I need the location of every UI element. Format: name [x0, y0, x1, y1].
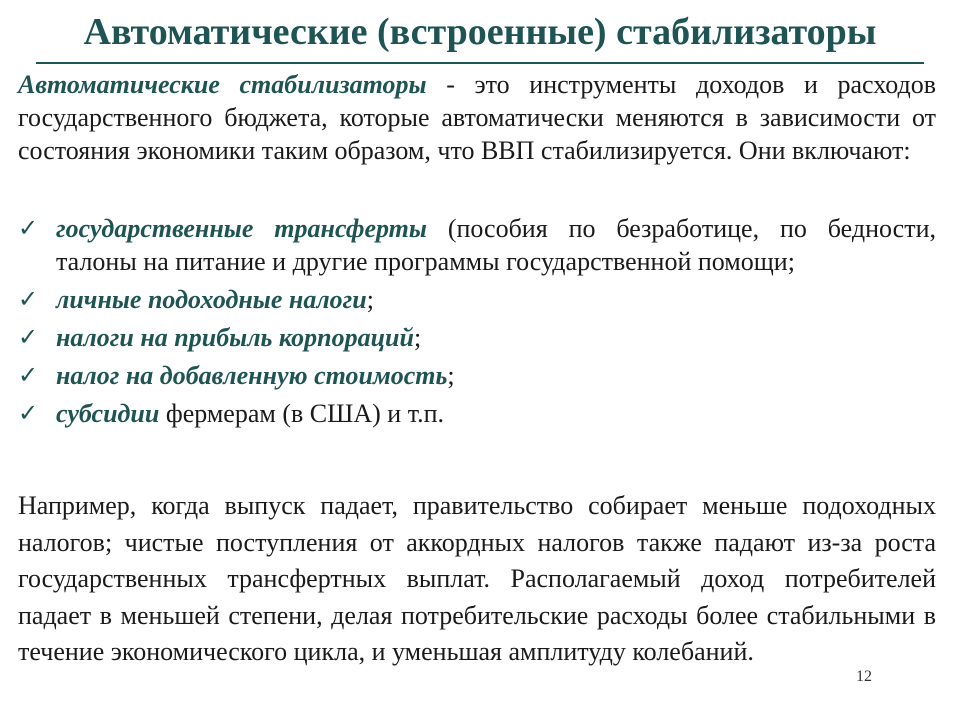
page-number: 12 — [856, 668, 872, 685]
title-underline — [36, 62, 924, 64]
list-item — [18, 283, 936, 316]
list-item-text: фермерам (в США) и т.п. — [159, 399, 445, 428]
list-item-term: налоги на прибыль корпораций — [56, 323, 414, 352]
checkmark-icon: ✓ — [18, 323, 39, 351]
checkmark-icon: ✓ — [18, 399, 39, 427]
checkmark-icon: ✓ — [18, 285, 39, 313]
checkmark-icon: ✓ — [18, 214, 39, 242]
list-item-term: государственные трансферты — [56, 214, 427, 243]
list-item-text: ; — [366, 285, 374, 314]
list-item-term: личные подоходные налоги — [56, 285, 367, 314]
list-item-term: налог на добавленную стоимость — [56, 361, 448, 390]
slide-title: Автоматические (встроенные) стабилизаторы — [83, 11, 877, 53]
stabilizer-list — [18, 212, 936, 435]
list-item-term: субсидии — [56, 399, 160, 428]
list-item-text: ; — [447, 361, 455, 390]
list-item-text: ; — [413, 323, 422, 352]
list-item — [18, 397, 936, 430]
example-paragraph: Например, когда выпуск падает, правительство собирает меньше подоходных налогов; чистые поступления от аккордных налогов также падают из-за роста государственных трансфертных выплат. Располагаемый доход потребителей падает в меньшей степени, делая потребительские расходы более стабильными в течение экономического цикла, и уменьшая амплитуду колебаний. — [18, 491, 936, 666]
checkmark-icon: ✓ — [18, 361, 39, 389]
intro-paragraph — [18, 68, 936, 167]
list-item — [18, 359, 936, 392]
list-item-text: (пособия по безработице, по бедности, талоны на питание и другие программы государственной помощи; — [56, 214, 936, 276]
list-item — [18, 212, 936, 278]
intro-term: Автоматические стабилизаторы — [18, 70, 427, 99]
intro-text: - это инструменты доходов и расходов государственного бюджета, которые автоматически меняются в зависимости от состояния экономики таким образом, что ВВП стабилизируется. Они включают: — [18, 70, 936, 165]
list-item — [18, 321, 936, 354]
